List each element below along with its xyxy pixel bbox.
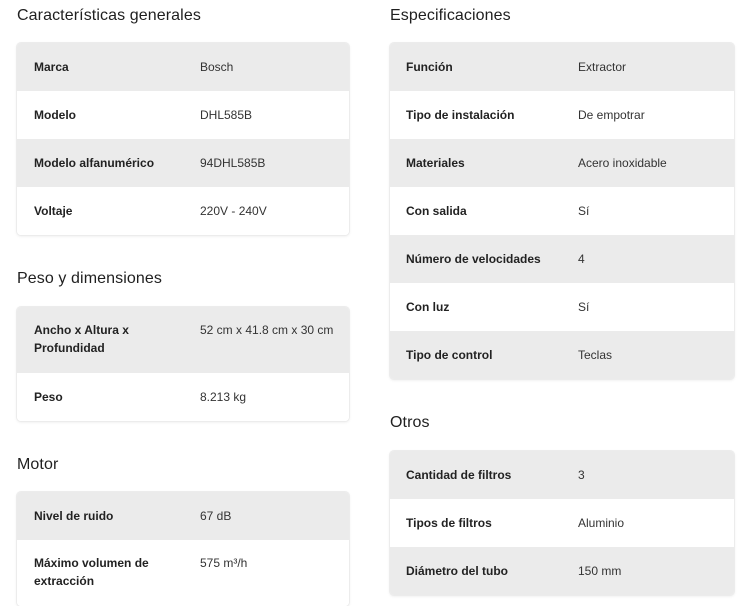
row-value: 575 m³/h — [200, 556, 248, 570]
row-value: 3 — [578, 468, 585, 482]
table-row — [390, 187, 734, 235]
row-value: 94DHL585B — [200, 156, 266, 170]
row-label: Peso — [34, 390, 63, 404]
row-label: Voltaje — [34, 204, 73, 218]
row-label: Ancho x Altura x Profundidad — [34, 323, 129, 355]
row-label: Marca — [34, 60, 69, 74]
row-label: Materiales — [406, 156, 465, 170]
row-value: Bosch — [200, 60, 234, 74]
general-specs-table — [17, 43, 349, 235]
table-row — [17, 43, 349, 91]
row-value: 4 — [578, 252, 585, 266]
general-section-title: Características generales — [17, 7, 201, 24]
row-value: 52 cm x 41.8 cm x 30 cm — [200, 323, 334, 337]
table-row — [17, 540, 349, 606]
table-row — [17, 307, 349, 373]
table-row — [17, 139, 349, 187]
row-label: Función — [406, 60, 453, 74]
motor-section-title: Motor — [17, 456, 59, 473]
table-row — [390, 235, 734, 283]
row-label: Con salida — [406, 204, 467, 218]
row-label: Con luz — [406, 300, 450, 314]
row-label: Tipos de filtros — [406, 516, 492, 530]
table-row — [17, 492, 349, 540]
dimensions-table — [17, 307, 349, 421]
row-value: 67 dB — [200, 509, 232, 523]
row-value: Extractor — [578, 60, 627, 74]
table-row — [390, 331, 734, 379]
row-label: Diámetro del tubo — [406, 564, 509, 578]
row-value: Sí — [578, 300, 590, 314]
row-label: Número de velocidades — [406, 252, 541, 266]
table-row — [390, 547, 734, 595]
others-section-title: Otros — [390, 414, 430, 431]
row-label: Nivel de ruido — [34, 509, 114, 523]
specs-section-title: Especificaciones — [390, 7, 511, 24]
row-value: Teclas — [578, 348, 613, 362]
row-value: 220V - 240V — [200, 204, 267, 218]
others-table — [390, 451, 734, 595]
row-value: 150 mm — [578, 564, 622, 578]
specs-table — [390, 43, 734, 379]
table-row — [390, 139, 734, 187]
row-label: Cantidad de filtros — [406, 468, 512, 482]
table-row — [390, 499, 734, 547]
table-row — [390, 451, 734, 499]
table-row — [17, 187, 349, 235]
row-label: Modelo — [34, 108, 76, 122]
motor-table — [17, 492, 349, 606]
row-value: DHL585B — [200, 108, 253, 122]
table-row — [17, 373, 349, 421]
row-label: Máximo volumen de extracción — [34, 556, 149, 588]
row-label: Tipo de control — [406, 348, 493, 362]
row-label: Tipo de instalación — [406, 108, 515, 122]
row-value: Aluminio — [578, 516, 625, 530]
row-value: Acero inoxidable — [578, 156, 667, 170]
table-row — [17, 91, 349, 139]
row-value: 8.213 kg — [200, 390, 247, 404]
table-row — [390, 91, 734, 139]
row-value: De empotrar — [578, 108, 645, 122]
dimensions-section-title: Peso y dimensiones — [17, 270, 162, 287]
table-row — [390, 283, 734, 331]
row-label: Modelo alfanumérico — [34, 156, 155, 170]
row-value: Sí — [578, 204, 590, 218]
table-row — [390, 43, 734, 91]
